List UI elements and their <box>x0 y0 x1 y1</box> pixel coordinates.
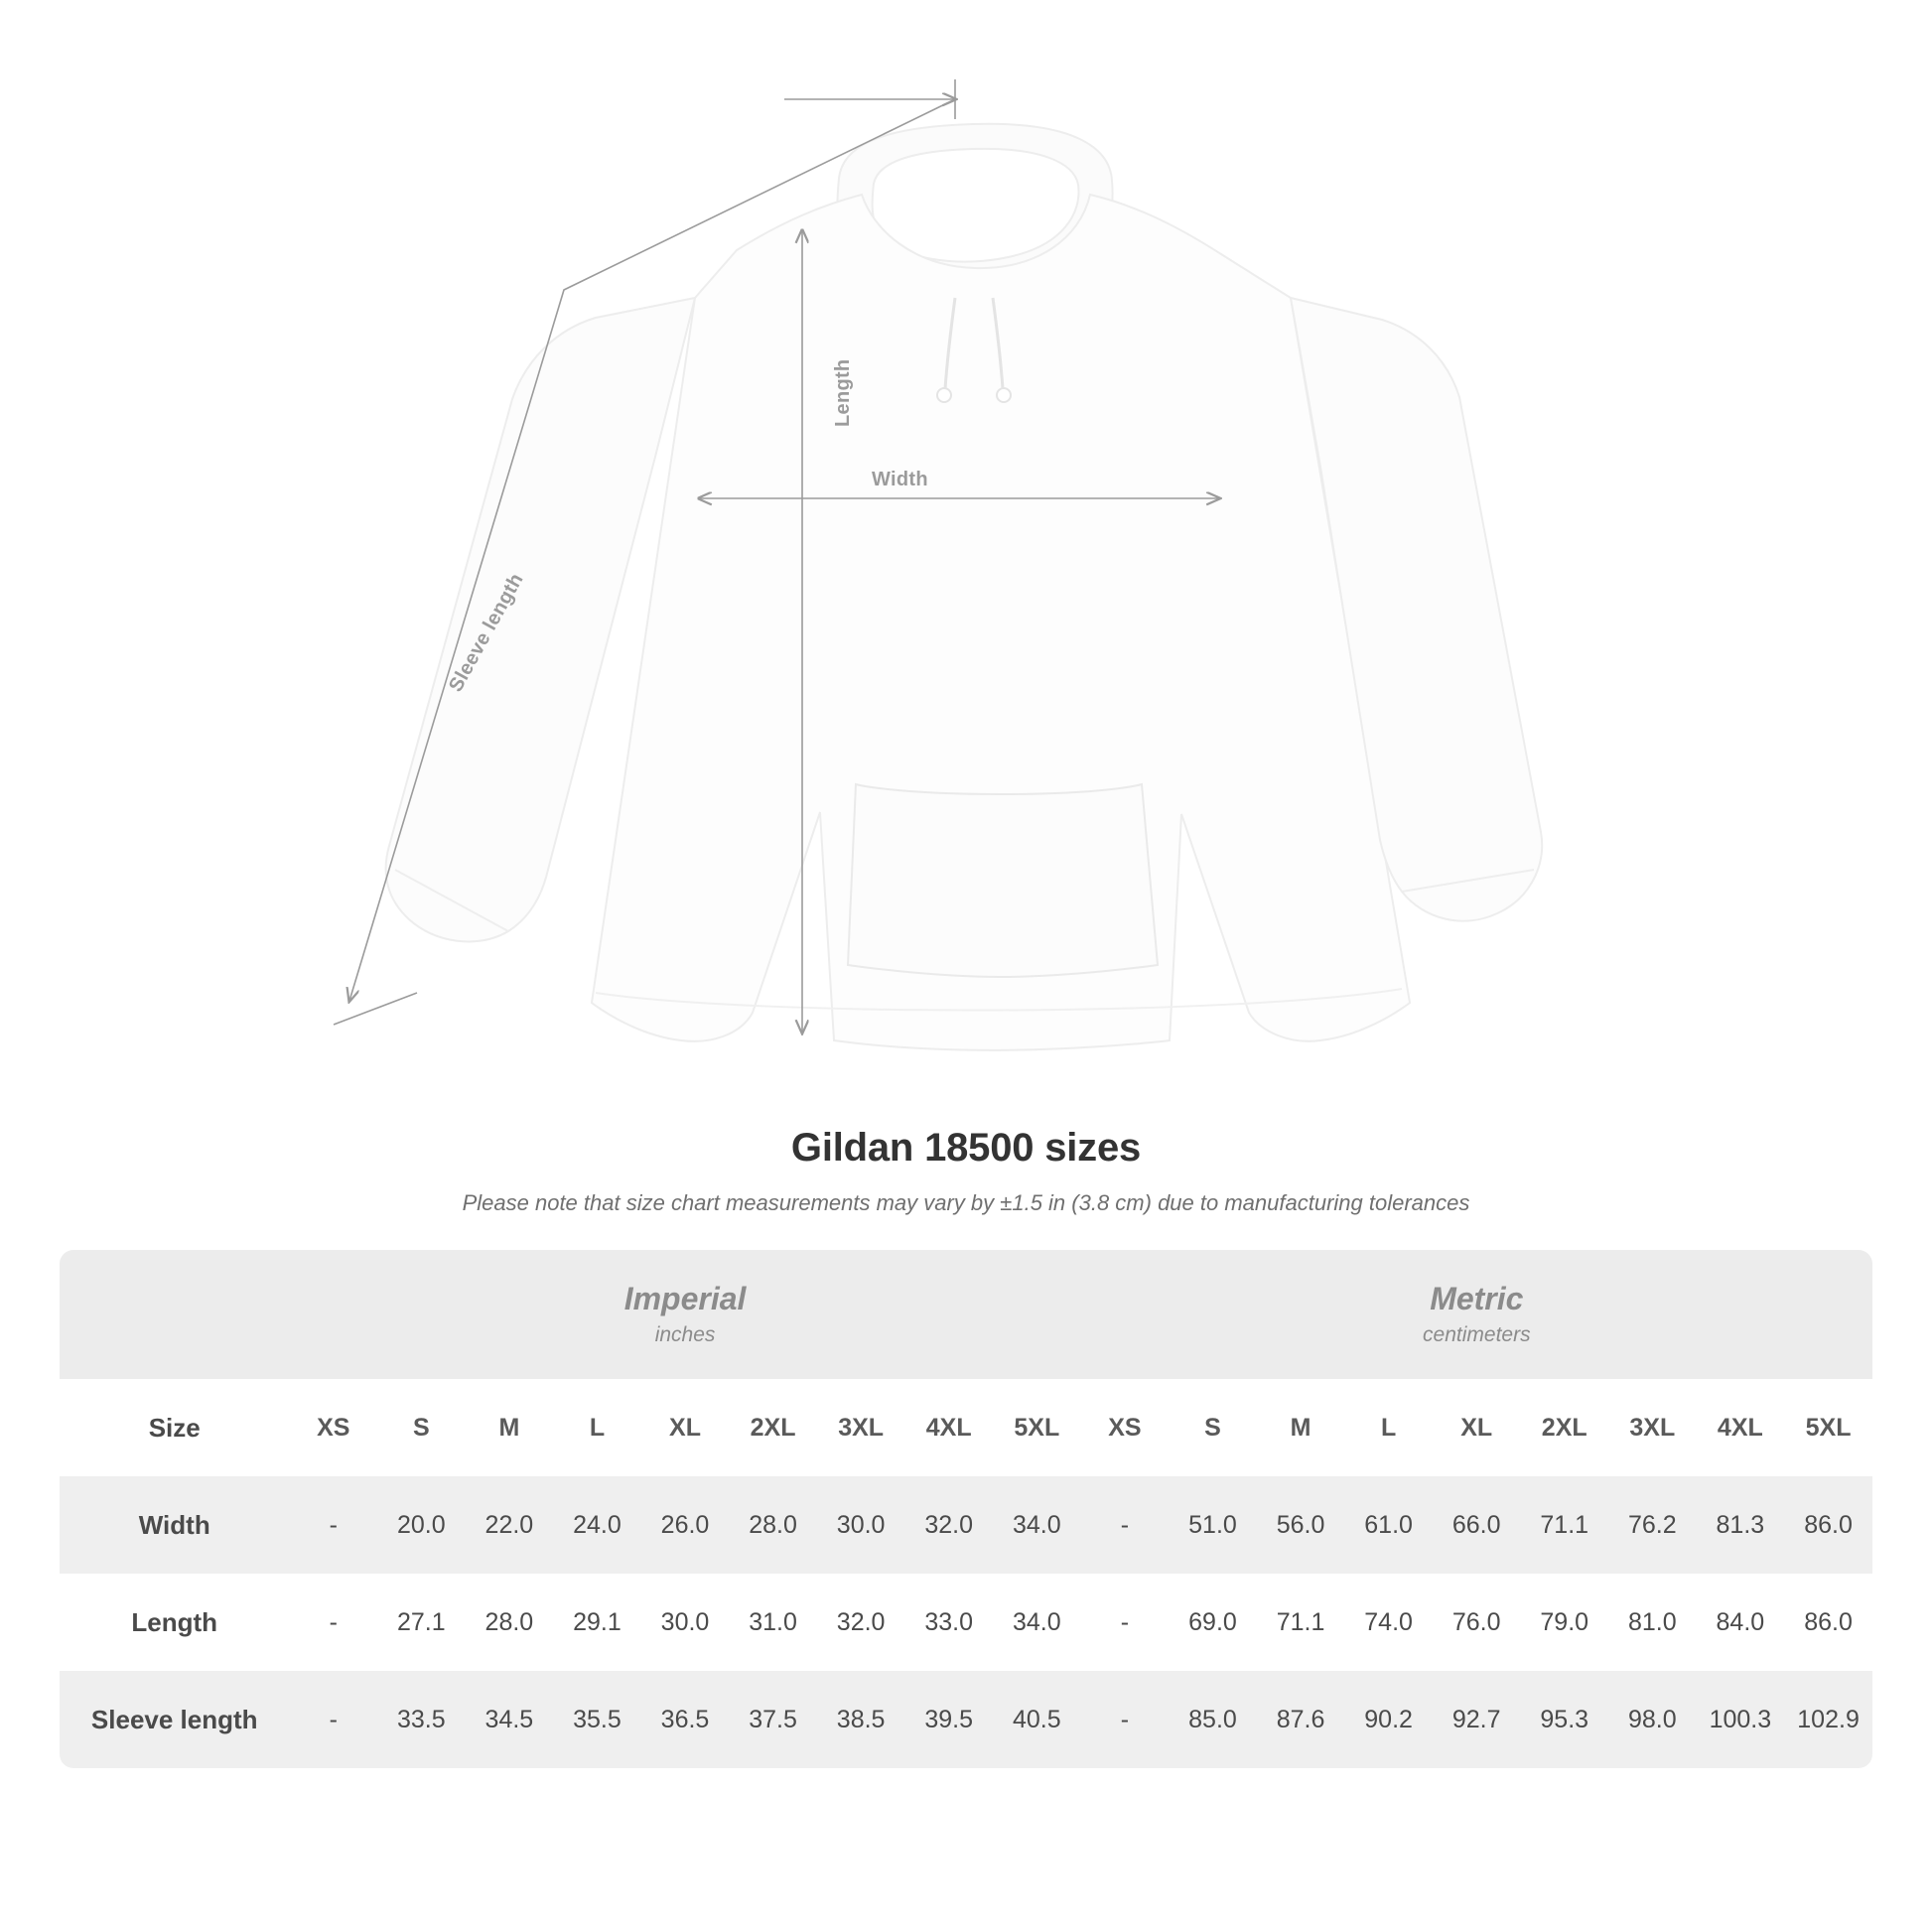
row-label-width: Width <box>60 1476 289 1574</box>
cell: 34.0 <box>993 1476 1081 1574</box>
cell: 92.7 <box>1433 1671 1521 1768</box>
cell: 66.0 <box>1433 1476 1521 1574</box>
cell: 61.0 <box>1344 1476 1433 1574</box>
cell: 33.0 <box>904 1574 993 1671</box>
cell: 32.0 <box>904 1476 993 1574</box>
cell: 85.0 <box>1169 1671 1257 1768</box>
cell: - <box>289 1671 377 1768</box>
size-header-cell: XS <box>289 1379 377 1476</box>
size-header-cell: S <box>377 1379 466 1476</box>
size-header-cell: L <box>1344 1379 1433 1476</box>
cell: 81.0 <box>1608 1574 1697 1671</box>
cell: 102.9 <box>1784 1671 1872 1768</box>
cell: 51.0 <box>1169 1476 1257 1574</box>
cell: 100.3 <box>1697 1671 1785 1768</box>
unit-group-imperial-name: Imperial <box>623 1281 747 1317</box>
table-row <box>60 1671 1872 1768</box>
cell: 95.3 <box>1520 1671 1608 1768</box>
size-header-cell: 3XL <box>817 1379 905 1476</box>
cell: 84.0 <box>1697 1574 1785 1671</box>
row-label-length: Length <box>60 1574 289 1671</box>
cell: 20.0 <box>377 1476 466 1574</box>
cell: 74.0 <box>1344 1574 1433 1671</box>
cell: 76.0 <box>1433 1574 1521 1671</box>
unit-group-metric-sub: centimeters <box>1423 1322 1531 1346</box>
cell: 34.5 <box>466 1671 554 1768</box>
cell: 30.0 <box>817 1476 905 1574</box>
cell: 71.1 <box>1520 1476 1608 1574</box>
size-header-cell: L <box>553 1379 641 1476</box>
page-title: Gildan 18500 sizes <box>790 1126 1142 1170</box>
size-header-cell: S <box>1169 1379 1257 1476</box>
size-header-cell: XS <box>1081 1379 1170 1476</box>
size-header-cell: XL <box>641 1379 730 1476</box>
cell: 34.0 <box>993 1574 1081 1671</box>
unit-group-imperial-sub: inches <box>654 1322 716 1346</box>
size-header-cell: 4XL <box>904 1379 993 1476</box>
tolerance-note: Please note that size chart measurements may vary by ±1.5 in (3.8 cm) due to manufacturing tolerances <box>462 1190 1470 1215</box>
size-header-cell: 3XL <box>1608 1379 1697 1476</box>
cell: 26.0 <box>641 1476 730 1574</box>
cell: 36.5 <box>641 1671 730 1768</box>
cell: 27.1 <box>377 1574 466 1671</box>
cell: 31.0 <box>729 1574 817 1671</box>
cell: 24.0 <box>553 1476 641 1574</box>
cell: 87.6 <box>1257 1671 1345 1768</box>
cell: 40.5 <box>993 1671 1081 1768</box>
size-header-cell: 5XL <box>1784 1379 1872 1476</box>
table-row <box>60 1574 1872 1671</box>
width-label: Width <box>872 469 928 490</box>
cell: - <box>1081 1671 1170 1768</box>
cell: 28.0 <box>729 1476 817 1574</box>
size-table-container <box>60 1250 1872 1768</box>
size-header-cell: 4XL <box>1697 1379 1785 1476</box>
size-header-label: Size <box>60 1379 289 1476</box>
cell: 90.2 <box>1344 1671 1433 1768</box>
table-row <box>60 1476 1872 1574</box>
size-header-row <box>60 1379 1872 1476</box>
cell: 86.0 <box>1784 1574 1872 1671</box>
size-header-cell: 2XL <box>729 1379 817 1476</box>
cell: 28.0 <box>466 1574 554 1671</box>
cell: 86.0 <box>1784 1476 1872 1574</box>
unit-header-spacer <box>60 1250 289 1379</box>
cell: 22.0 <box>466 1476 554 1574</box>
unit-group-metric <box>1081 1250 1872 1379</box>
unit-group-metric-name: Metric <box>1430 1281 1524 1317</box>
cell: - <box>1081 1476 1170 1574</box>
title-block <box>0 1126 1932 1216</box>
size-header-cell: M <box>466 1379 554 1476</box>
sleeve-length-label: Sleeve length <box>445 569 528 696</box>
cell: 37.5 <box>729 1671 817 1768</box>
unit-group-imperial <box>289 1250 1080 1379</box>
cell: 81.3 <box>1697 1476 1785 1574</box>
size-header-cell: 5XL <box>993 1379 1081 1476</box>
length-label: Length <box>832 358 854 427</box>
size-table <box>60 1250 1872 1768</box>
cell: 76.2 <box>1608 1476 1697 1574</box>
cell: 29.1 <box>553 1574 641 1671</box>
cell: 56.0 <box>1257 1476 1345 1574</box>
size-header-cell: M <box>1257 1379 1345 1476</box>
unit-header-row <box>60 1250 1872 1379</box>
hoodie-garment <box>386 124 1543 1050</box>
cell: - <box>1081 1574 1170 1671</box>
cell: 39.5 <box>904 1671 993 1768</box>
cell: 32.0 <box>817 1574 905 1671</box>
size-header-cell: XL <box>1433 1379 1521 1476</box>
cell: 30.0 <box>641 1574 730 1671</box>
size-header-cell: 2XL <box>1520 1379 1608 1476</box>
cell: - <box>289 1574 377 1671</box>
cell: 33.5 <box>377 1671 466 1768</box>
cell: 35.5 <box>553 1671 641 1768</box>
cell: 38.5 <box>817 1671 905 1768</box>
cell: 79.0 <box>1520 1574 1608 1671</box>
cell: 71.1 <box>1257 1574 1345 1671</box>
sleeve-cuff-tick <box>334 993 417 1025</box>
cell: 98.0 <box>1608 1671 1697 1768</box>
row-label-sleeve-length: Sleeve length <box>60 1671 289 1768</box>
cell: 69.0 <box>1169 1574 1257 1671</box>
cell: - <box>289 1476 377 1574</box>
